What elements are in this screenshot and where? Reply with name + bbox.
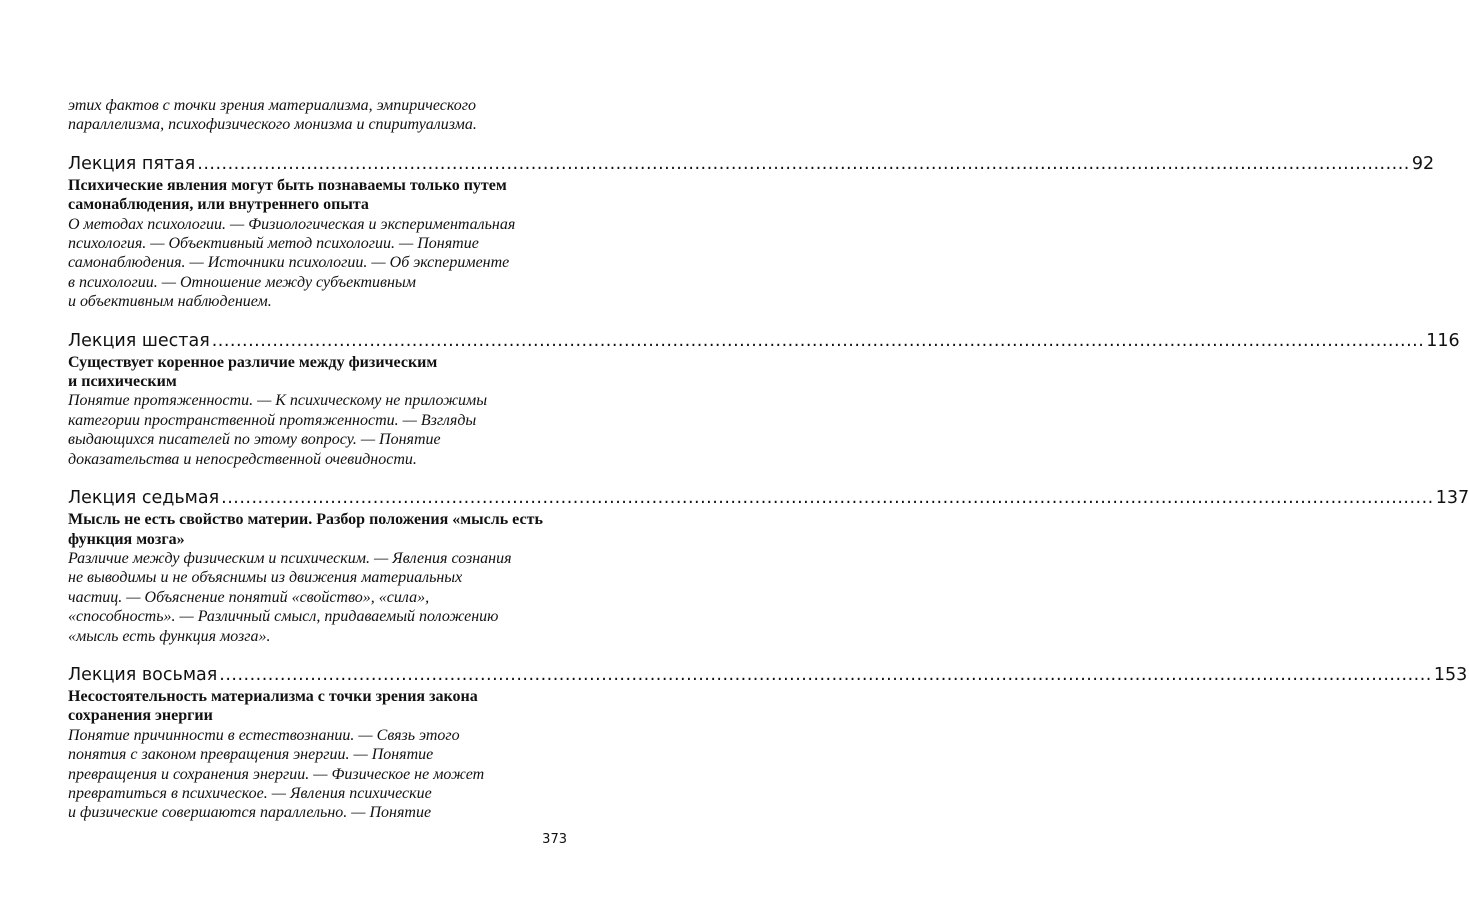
entry-subtitle: Несостоятельность материализма с точки зрения закона сохранения энергии [68,687,478,725]
toc-entry [68,664,1468,823]
entry-title: Лекция седьмая [68,488,220,509]
dot-leader: ........................................................................................................................................................................................................ [221,488,1434,509]
entry-title: Лекция восьмая [68,664,218,685]
page-number: 373 [542,832,567,847]
entry-heading [68,153,1435,176]
intro-text: этих фактов с точки зрения материализма, эмпирического параллелизма, психофизического монизма и спиритуализма. [68,97,477,134]
entry-heading [68,664,1468,687]
entry-page-number: 137 [1435,488,1469,509]
entry-description: Понятие протяженности. — К психическому не приложимы категории пространственной протяженности. — Взгляды выдающихся писателей по этому вопросу. — Понятие доказательства и непосредственной очевидности. [68,392,488,468]
entry-subtitle: Мысль не есть свойство материи. Разбор положения «мысль есть функция мозга» [68,511,543,548]
entry-description: О методах психологии. — Физиологическая и экспериментальная психология. — Объективный метод психологии. — Понятие самонаблюдения. — Источники психологии. — Об эксперименте в психологии. — Отношение между субъективным и объективным наблюдением. [68,215,516,311]
entry-description: Понятие причинности в естествознании. — Связь этого понятия с законом превращения энергии. — Понятие превращения и сохранения энергии. — Физическое не может превратиться в психическое. — Явления психические и физические совершаются параллельно. — Понятие [68,726,485,822]
dot-leader: ........................................................................................................................................................................................................ [211,330,1425,351]
entry-page-number: 153 [1433,664,1468,685]
dot-leader: ........................................................................................................................................................................................................ [197,153,1410,174]
entry-subtitle: Существует коренное различие между физическим и психическим [68,353,438,391]
toc-page [68,96,1469,841]
entry-title: Лекция пятая [68,153,196,174]
entry-subtitle: Психические явления могут быть познаваемы только путем самонаблюдения, или внутреннего опыта [68,176,507,214]
toc-entry [68,153,1435,312]
entry-heading [68,487,1469,510]
entry-description: Различие между физическим и психическим. — Явления сознания не выводимы и не объяснимы из движения материальных частиц. — Объяснение понятий «свойство», «сила», «способность». — Различный смысл, придаваемый положению «мысль есть функция мозга». [68,549,512,645]
toc-entry [68,487,1469,646]
entry-page-number: 92 [1411,153,1435,174]
entry-heading [68,330,1460,353]
toc-entry [68,330,1460,469]
entry-page-number: 116 [1426,330,1460,351]
entry-title: Лекция шестая [68,330,210,351]
dot-leader: ........................................................................................................................................................................................................ [219,664,1432,685]
